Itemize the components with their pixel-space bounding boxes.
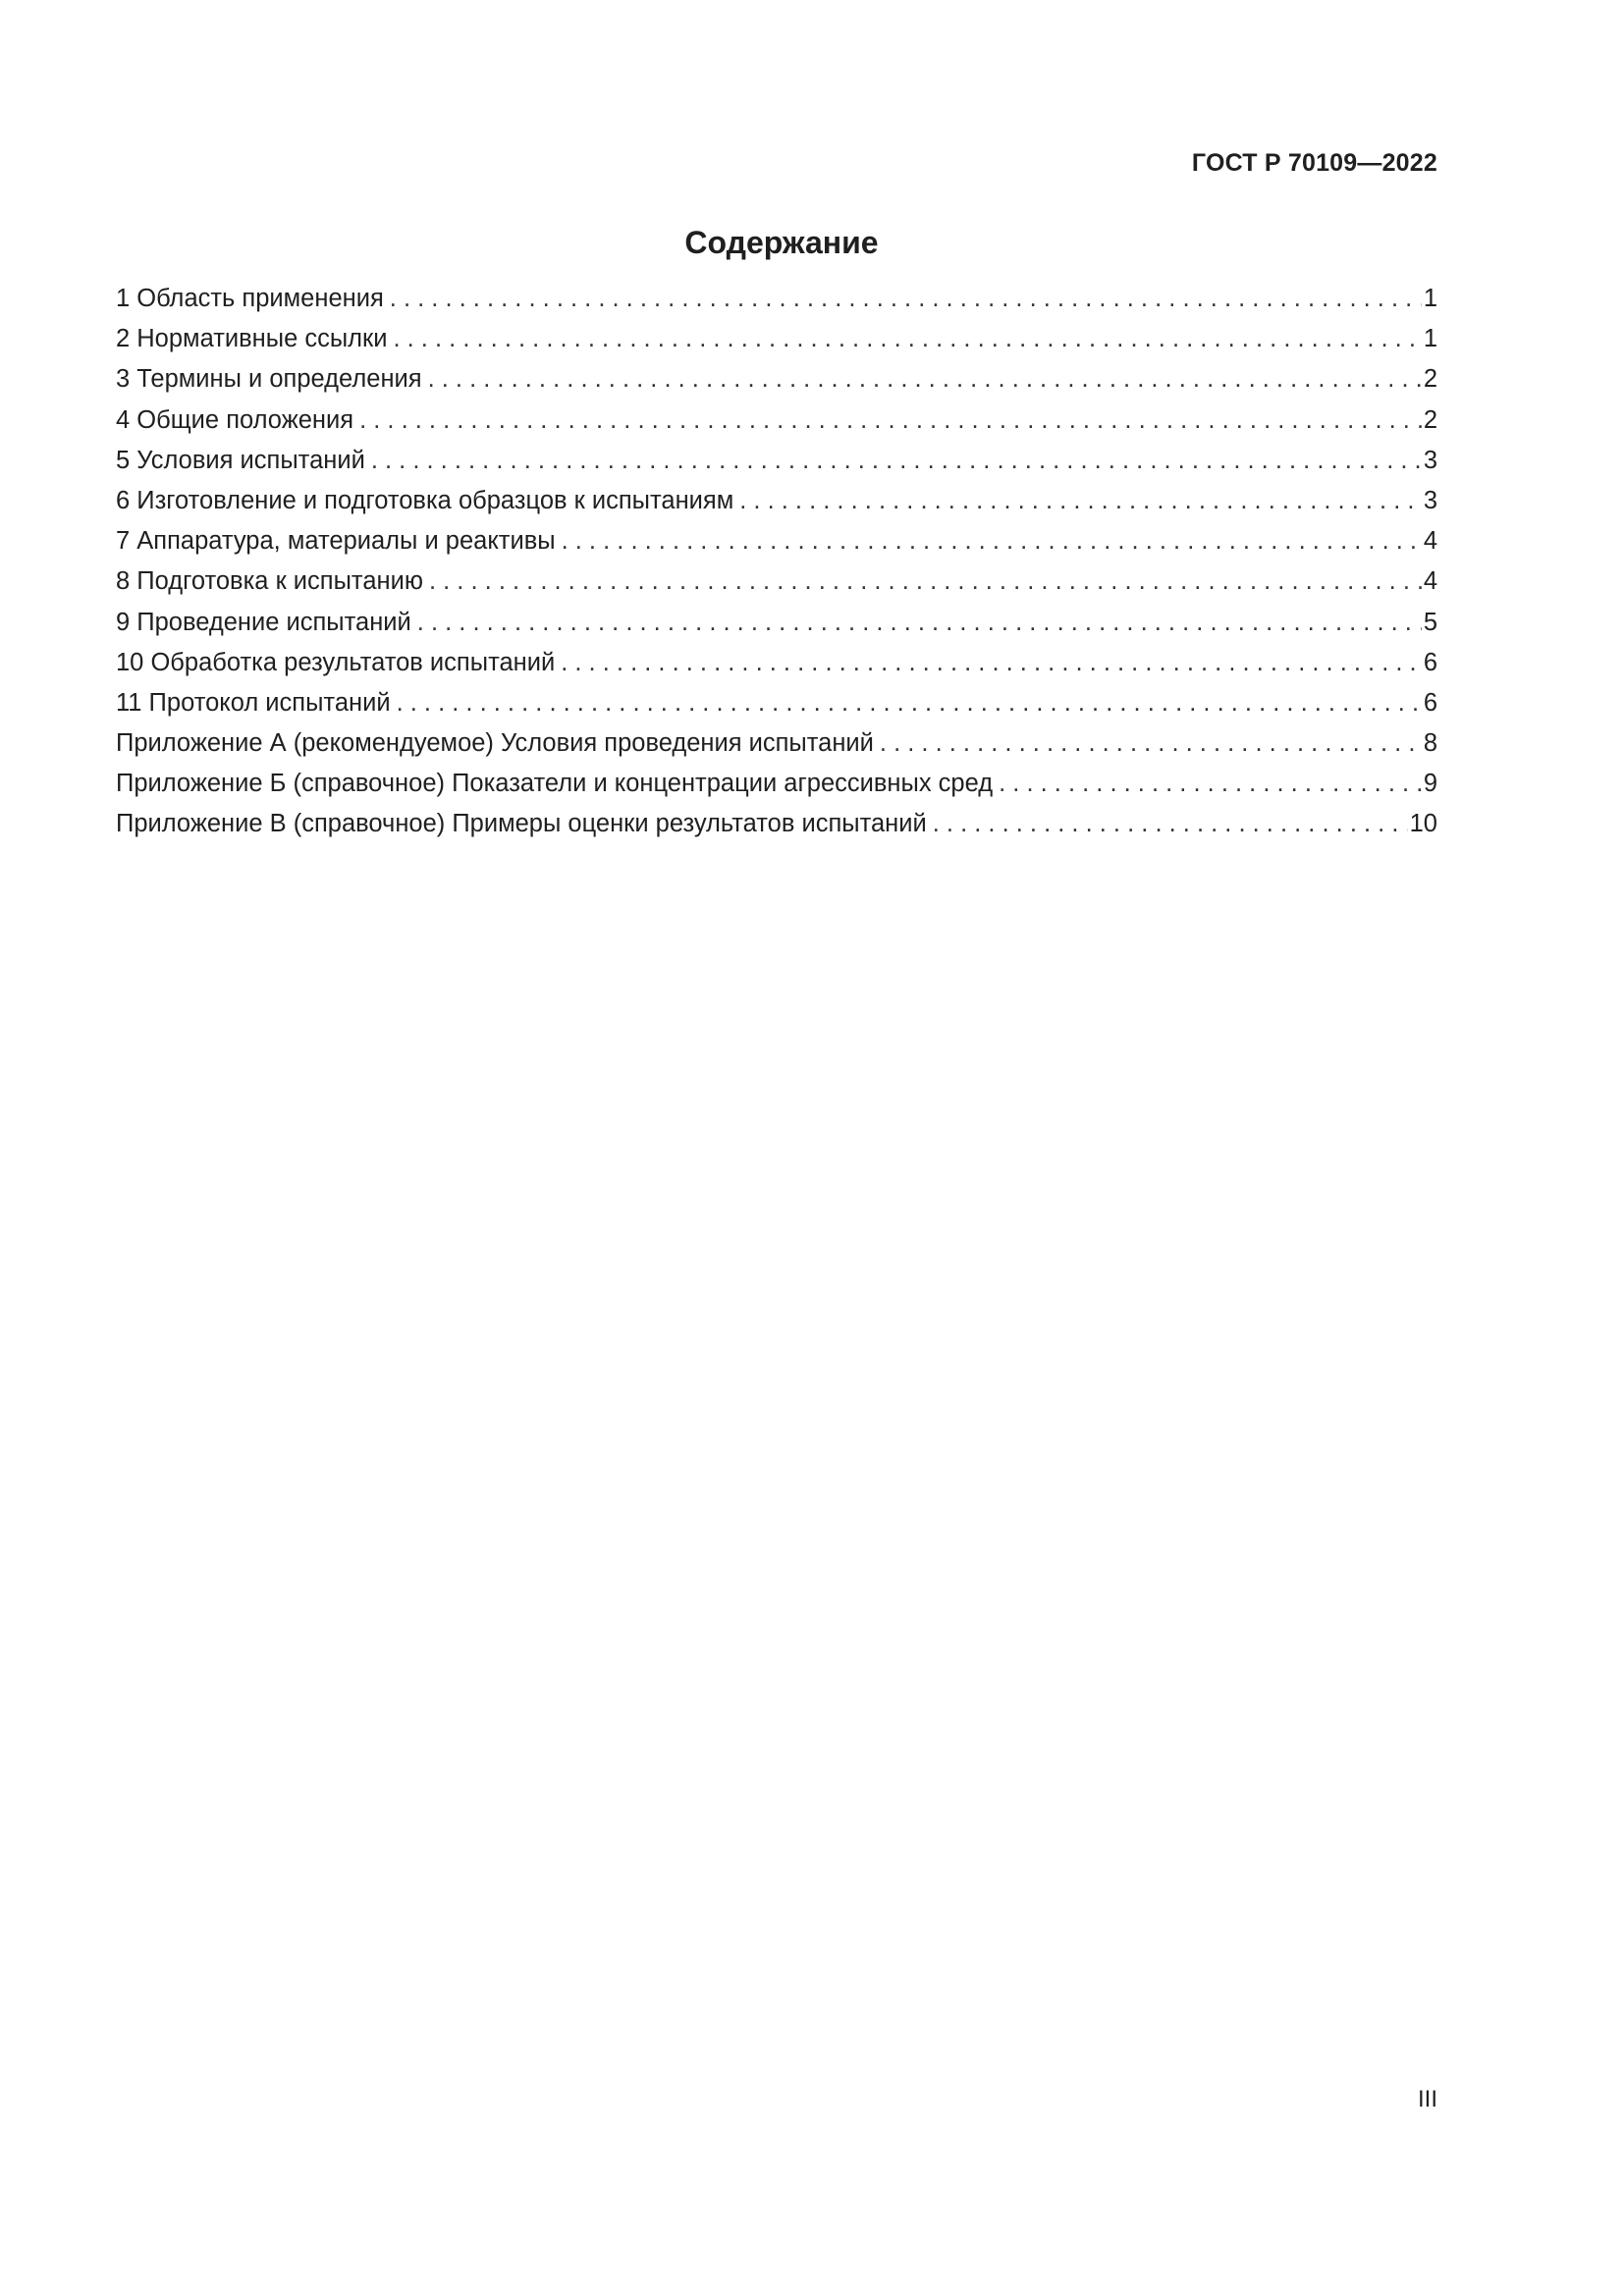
toc-dot-leader [562, 527, 1422, 556]
toc-entry[interactable] [116, 689, 1437, 729]
toc-dot-leader [390, 285, 1422, 313]
toc-dot-leader [933, 810, 1408, 838]
toc-dot-leader [880, 729, 1422, 758]
toc-entry[interactable] [116, 365, 1437, 405]
toc-title: Содержание [684, 225, 879, 260]
toc-entry-page: 3 [1423, 486, 1437, 514]
toc-entry-label: 5 Условия испытаний [116, 446, 365, 474]
toc-entry-page: 4 [1423, 567, 1437, 596]
toc-entry-page: 2 [1423, 365, 1437, 394]
toc-dot-leader [739, 487, 1422, 515]
toc-entry[interactable] [116, 770, 1437, 810]
document-code: ГОСТ Р 70109—2022 [1191, 149, 1437, 177]
toc-entry-page: 1 [1423, 285, 1437, 312]
toc-entry-label: Приложение В (справочное) Примеры оценки результатов испытаний [116, 810, 927, 838]
toc-entry[interactable] [116, 609, 1437, 649]
toc-entry-page: 6 [1423, 648, 1437, 676]
toc-entry[interactable] [116, 285, 1437, 325]
toc-dot-leader [397, 689, 1422, 718]
toc-dot-leader [999, 770, 1422, 798]
toc-entry-label: 8 Подготовка к испытанию [116, 567, 423, 596]
toc-entry[interactable] [116, 729, 1437, 770]
toc-entry-label: 9 Проведение испытаний [116, 608, 411, 636]
toc-entry-label: 1 Область применения [116, 285, 384, 312]
page-number: III [1417, 2086, 1437, 2112]
toc-entry-page: 9 [1423, 770, 1437, 798]
toc-entry[interactable] [116, 567, 1437, 608]
toc-entry-label: 3 Термины и определения [116, 365, 422, 394]
toc-entry-page: 3 [1423, 446, 1437, 474]
toc-entry-label: 2 Нормативные ссылки [116, 325, 388, 353]
toc-dot-leader [393, 325, 1421, 353]
toc-dot-leader [417, 609, 1422, 637]
toc-entry[interactable] [116, 325, 1437, 365]
toc-entry-page: 10 [1409, 810, 1437, 838]
toc-entry-page: 5 [1423, 608, 1437, 636]
toc-dot-leader [561, 649, 1422, 677]
toc-entry-page: 6 [1423, 688, 1437, 717]
toc-entry-label: Приложение А (рекомендуемое) Условия проведения испытаний [116, 729, 874, 758]
toc-entry[interactable] [116, 810, 1437, 850]
toc-dot-leader [359, 406, 1422, 435]
table-of-contents [116, 285, 1437, 851]
toc-dot-leader [429, 567, 1422, 596]
toc-entry-page: 1 [1423, 325, 1437, 353]
toc-entry-page: 8 [1423, 729, 1437, 758]
toc-entry[interactable] [116, 447, 1437, 487]
toc-dot-leader [428, 365, 1422, 394]
toc-dot-leader [371, 447, 1422, 475]
toc-entry[interactable] [116, 527, 1437, 567]
toc-entry-label: 11 Протокол испытаний [116, 688, 391, 717]
toc-entry-label: 6 Изготовление и подготовка образцов к испытаниям [116, 486, 734, 514]
toc-entry-label: Приложение Б (справочное) Показатели и концентрации агрессивных сред [116, 770, 994, 798]
toc-entry-page: 2 [1423, 405, 1437, 434]
toc-entry-label: 4 Общие положения [116, 405, 354, 434]
toc-entry[interactable] [116, 487, 1437, 527]
toc-entry[interactable] [116, 649, 1437, 689]
toc-entry-label: 7 Аппаратура, материалы и реактивы [116, 527, 556, 556]
toc-entry-label: 10 Обработка результатов испытаний [116, 648, 556, 676]
toc-entry[interactable] [116, 406, 1437, 447]
toc-entry-page: 4 [1423, 527, 1437, 556]
